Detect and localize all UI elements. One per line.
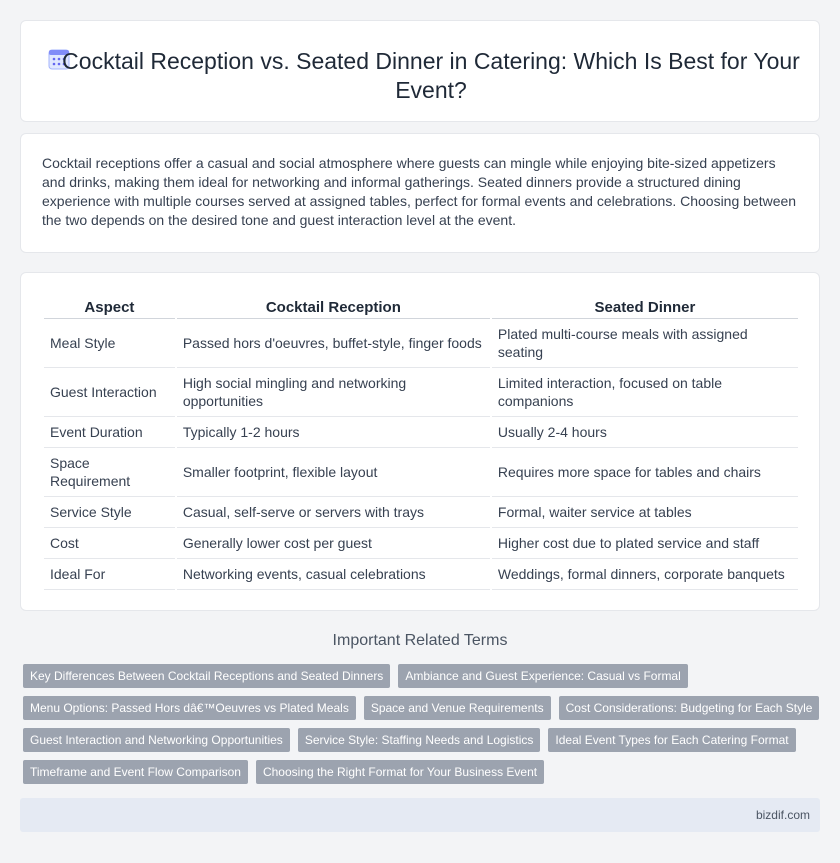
page-title: Cocktail Reception vs. Seated Dinner in Catering: Which Is Best for Your Event? — [62, 48, 800, 103]
tag-row — [23, 728, 823, 752]
table-row — [44, 559, 798, 590]
table-header-row — [44, 295, 798, 319]
dinner-cell: Limited interaction, focused on table companions — [492, 368, 798, 417]
tag-row — [23, 760, 823, 784]
footer-brand[interactable]: bizdif.com — [755, 808, 810, 822]
related-term-tag[interactable]: Space and Venue Requirements — [364, 696, 551, 720]
table-row — [44, 319, 798, 368]
cocktail-cell: Generally lower cost per guest — [177, 528, 490, 559]
aspect-cell: Space Requirement — [44, 448, 175, 497]
table-row — [44, 368, 798, 417]
cocktail-cell: Typically 1-2 hours — [177, 417, 490, 448]
aspect-cell: Ideal For — [44, 559, 175, 590]
footer — [20, 798, 820, 832]
aspect-cell: Event Duration — [44, 417, 175, 448]
tag-row — [23, 696, 823, 720]
aspect-cell: Cost — [44, 528, 175, 559]
dinner-cell: Weddings, formal dinners, corporate banquets — [492, 559, 798, 590]
comparison-card — [20, 272, 820, 611]
cocktail-cell: Networking events, casual celebrations — [177, 559, 490, 590]
aspect-cell: Guest Interaction — [44, 368, 175, 417]
related-terms-list — [23, 664, 823, 792]
intro-paragraph: Cocktail receptions offer a casual and social atmosphere where guests can mingle while enjoying bite-sized appetizers and drinks, making them ideal for networking and informal gatherings. Seated dinners provide a structured dining experience with multiple courses served at assigned tables, perfect for formal events and celebrations. Choosing between the two depends on the desired tone and guest interaction level at the event. — [42, 155, 797, 228]
header-seated-dinner: Seated Dinner — [492, 295, 798, 319]
table-row — [44, 448, 798, 497]
dinner-cell: Higher cost due to plated service and staff — [492, 528, 798, 559]
related-term-tag[interactable]: Service Style: Staffing Needs and Logistics — [298, 728, 541, 752]
comparison-table — [42, 295, 800, 590]
related-terms-title: Important Related Terms — [332, 632, 508, 649]
header-aspect: Aspect — [44, 295, 175, 319]
cocktail-cell: Smaller footprint, flexible layout — [177, 448, 490, 497]
table-row — [44, 497, 798, 528]
dinner-cell: Requires more space for tables and chairs — [492, 448, 798, 497]
cocktail-cell: Casual, self-serve or servers with trays — [177, 497, 490, 528]
related-term-tag[interactable]: Menu Options: Passed Hors dâ€™Oeuvres vs Plated Meals — [23, 696, 356, 720]
aspect-cell: Meal Style — [44, 319, 175, 368]
related-term-tag[interactable]: Cost Considerations: Budgeting for Each Style — [559, 696, 820, 720]
related-term-tag[interactable]: Ambiance and Guest Experience: Casual vs Formal — [398, 664, 687, 688]
dinner-cell: Formal, waiter service at tables — [492, 497, 798, 528]
dinner-cell: Plated multi-course meals with assigned seating — [492, 319, 798, 368]
table-row — [44, 417, 798, 448]
tag-row — [23, 664, 823, 688]
table-row — [44, 528, 798, 559]
related-term-tag[interactable]: Ideal Event Types for Each Catering Format — [548, 728, 795, 752]
dinner-cell: Usually 2-4 hours — [492, 417, 798, 448]
aspect-cell: Service Style — [44, 497, 175, 528]
title-card — [20, 20, 820, 122]
cocktail-cell: High social mingling and networking opportunities — [177, 368, 490, 417]
related-term-tag[interactable]: Key Differences Between Cocktail Receptions and Seated Dinners — [23, 664, 390, 688]
header-cocktail-reception: Cocktail Reception — [177, 295, 490, 319]
intro-card — [20, 133, 820, 253]
cocktail-cell: Passed hors d'oeuvres, buffet-style, finger foods — [177, 319, 490, 368]
related-term-tag[interactable]: Choosing the Right Format for Your Business Event — [256, 760, 544, 784]
related-term-tag[interactable]: Timeframe and Event Flow Comparison — [23, 760, 248, 784]
related-term-tag[interactable]: Guest Interaction and Networking Opportunities — [23, 728, 290, 752]
